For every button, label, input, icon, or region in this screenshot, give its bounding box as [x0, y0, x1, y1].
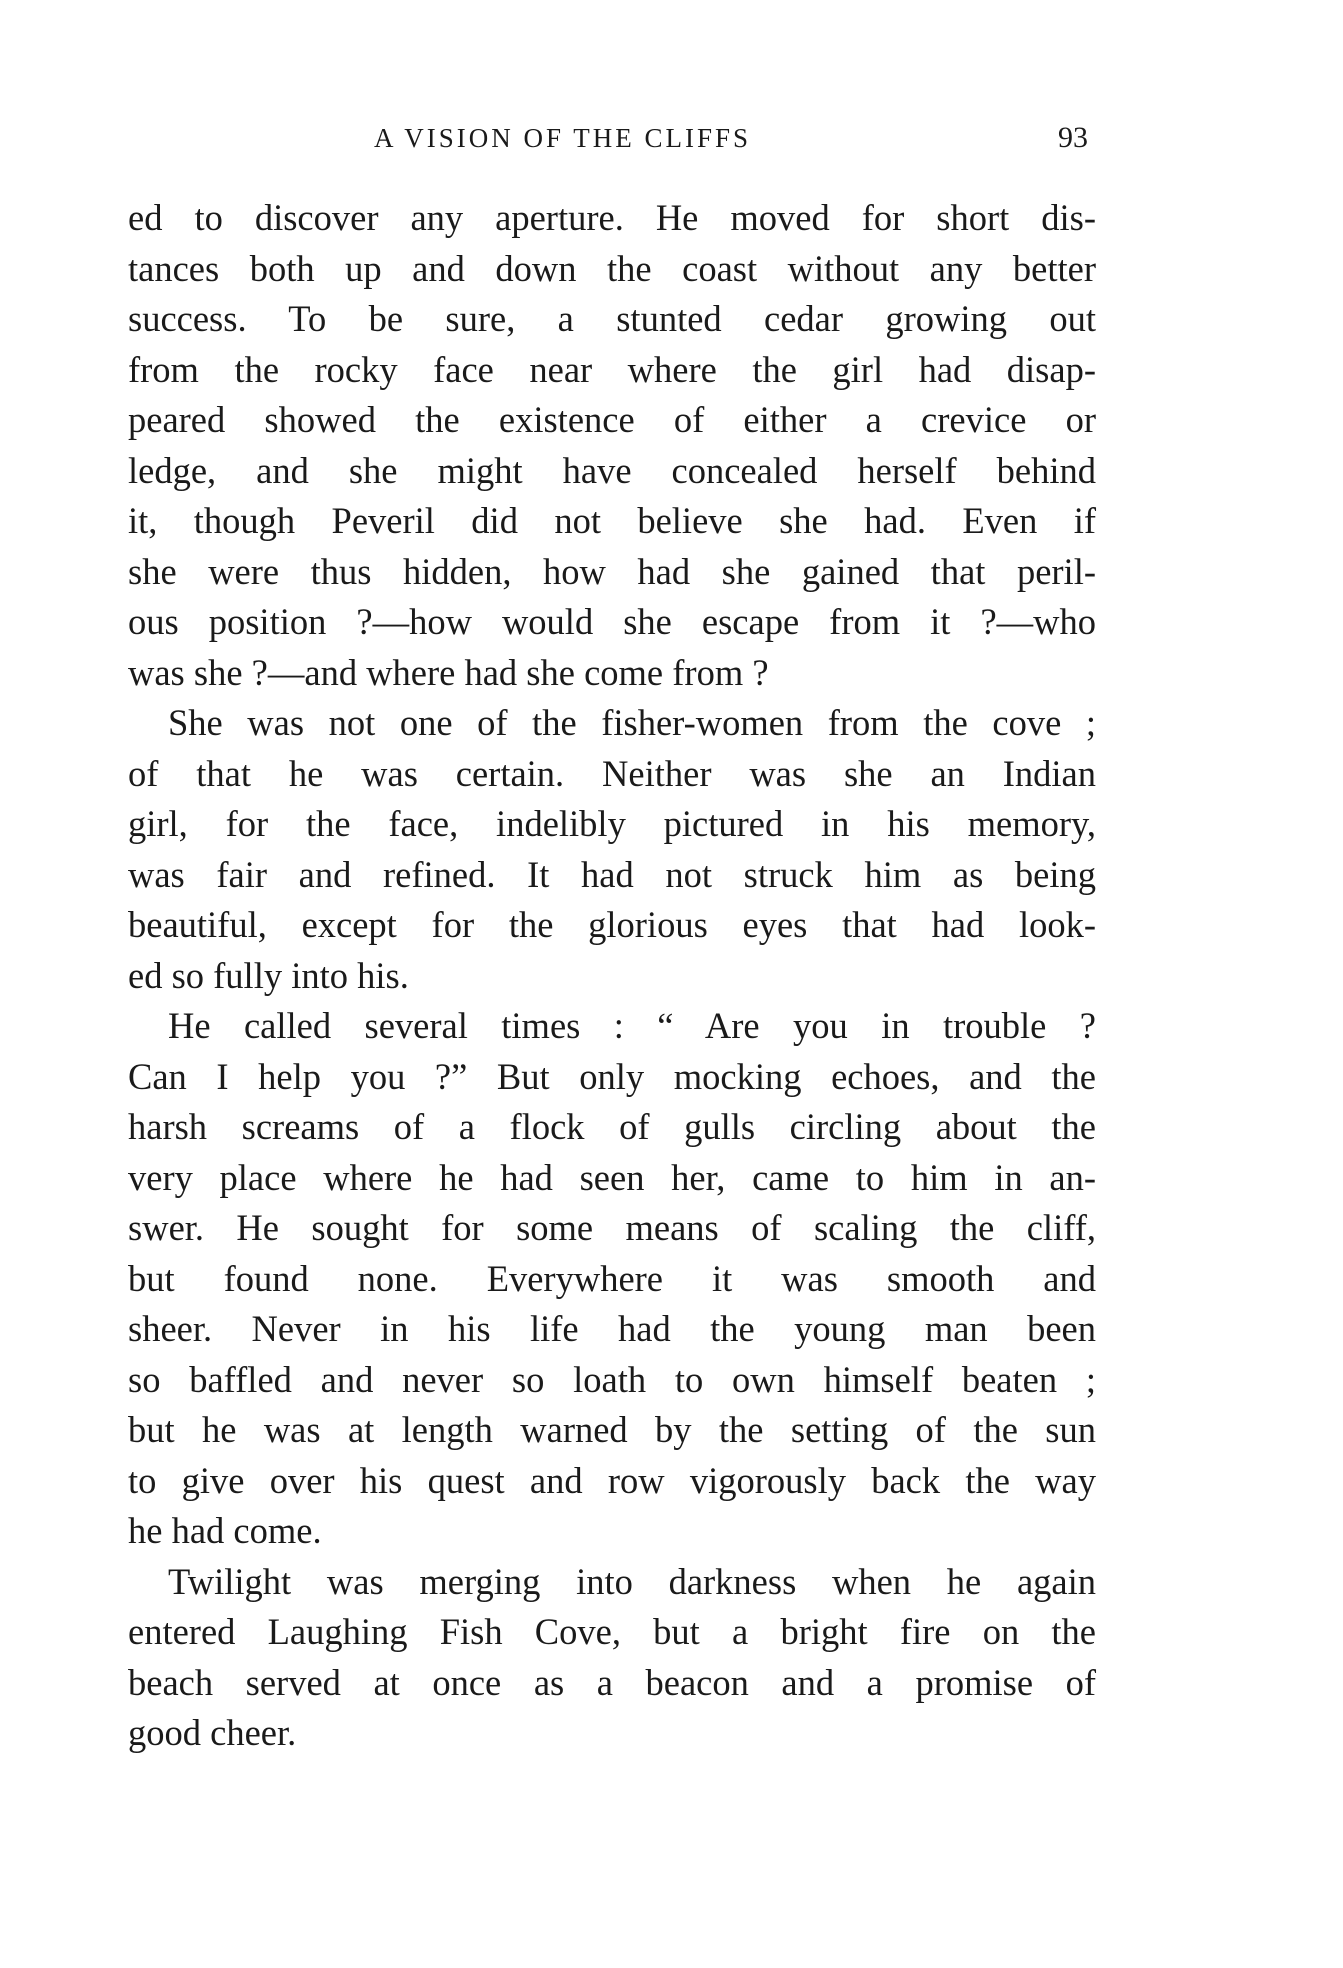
text-line: ous position ?—how would she escape from it ?—who: [128, 601, 1096, 642]
text-line: she were thus hidden, how had she gained that peril-: [128, 550, 1096, 592]
text-line: to give over his quest and row vigorously back the way: [128, 1459, 1096, 1501]
text-line: success. To be sure, a stunted cedar growing out: [128, 298, 1096, 339]
text-line: was fair and refined. It had not struck him as being: [128, 853, 1096, 895]
text-line: ed so fully into his.: [128, 954, 409, 996]
text-line: tances both up and down the coast without any better: [128, 247, 1096, 289]
text-line: Twilight was merging into darkness when he again: [168, 1560, 1096, 1602]
text-line: good cheer.: [128, 1712, 297, 1753]
text-line: very place where he had seen her, came to him in an-: [128, 1156, 1096, 1198]
text-line: swer. He sought for some means of scaling the cliff,: [128, 1207, 1096, 1248]
text-line: it, though Peveril did not believe she had. Even if: [128, 500, 1096, 541]
text-line: so baffled and never so loath to own himself beaten ;: [128, 1358, 1096, 1400]
text-line: beautiful, except for the glorious eyes that had look-: [128, 904, 1096, 945]
text-line: ed to discover any aperture. He moved for short dis-: [128, 197, 1096, 238]
running-head: [128, 118, 1088, 158]
paragraph: [128, 1001, 1096, 1557]
text-line: entered Laughing Fish Cove, but a bright fire on the: [128, 1611, 1096, 1652]
paragraph: [128, 193, 1096, 698]
page-number: 93: [1058, 121, 1088, 154]
body-text: [128, 193, 1096, 1759]
text-line: girl, for the face, indelibly pictured in his memory,: [128, 803, 1096, 844]
text-line: peared showed the existence of either a crevice or: [128, 399, 1096, 440]
text-line: of that he was certain. Neither was she an Indian: [128, 752, 1096, 794]
text-line: but found none. Everywhere it was smooth and: [128, 1257, 1096, 1299]
text-line: She was not one of the fisher-women from the cove ;: [168, 702, 1096, 743]
text-line: ledge, and she might have concealed herself behind: [128, 449, 1096, 491]
paragraph: [128, 1557, 1096, 1759]
text-line: but he was at length warned by the setting of the sun: [128, 1409, 1096, 1450]
text-line: He called several times : “ Are you in trouble ?: [168, 1005, 1096, 1046]
text-line: beach served at once as a beacon and a promise of: [128, 1661, 1096, 1703]
text-line: sheer. Never in his life had the young man been: [128, 1308, 1096, 1349]
text-line: from the rocky face near where the girl had disap-: [128, 348, 1096, 390]
text-line: he had come.: [128, 1510, 322, 1551]
text-line: was she ?—and where had she come from ?: [128, 651, 769, 693]
paragraph: [128, 698, 1096, 1001]
text-line: harsh screams of a flock of gulls circling about the: [128, 1106, 1096, 1147]
running-title: A VISION OF THE CLIFFS: [374, 123, 752, 153]
text-line: Can I help you ?” But only mocking echoes, and the: [128, 1055, 1096, 1097]
